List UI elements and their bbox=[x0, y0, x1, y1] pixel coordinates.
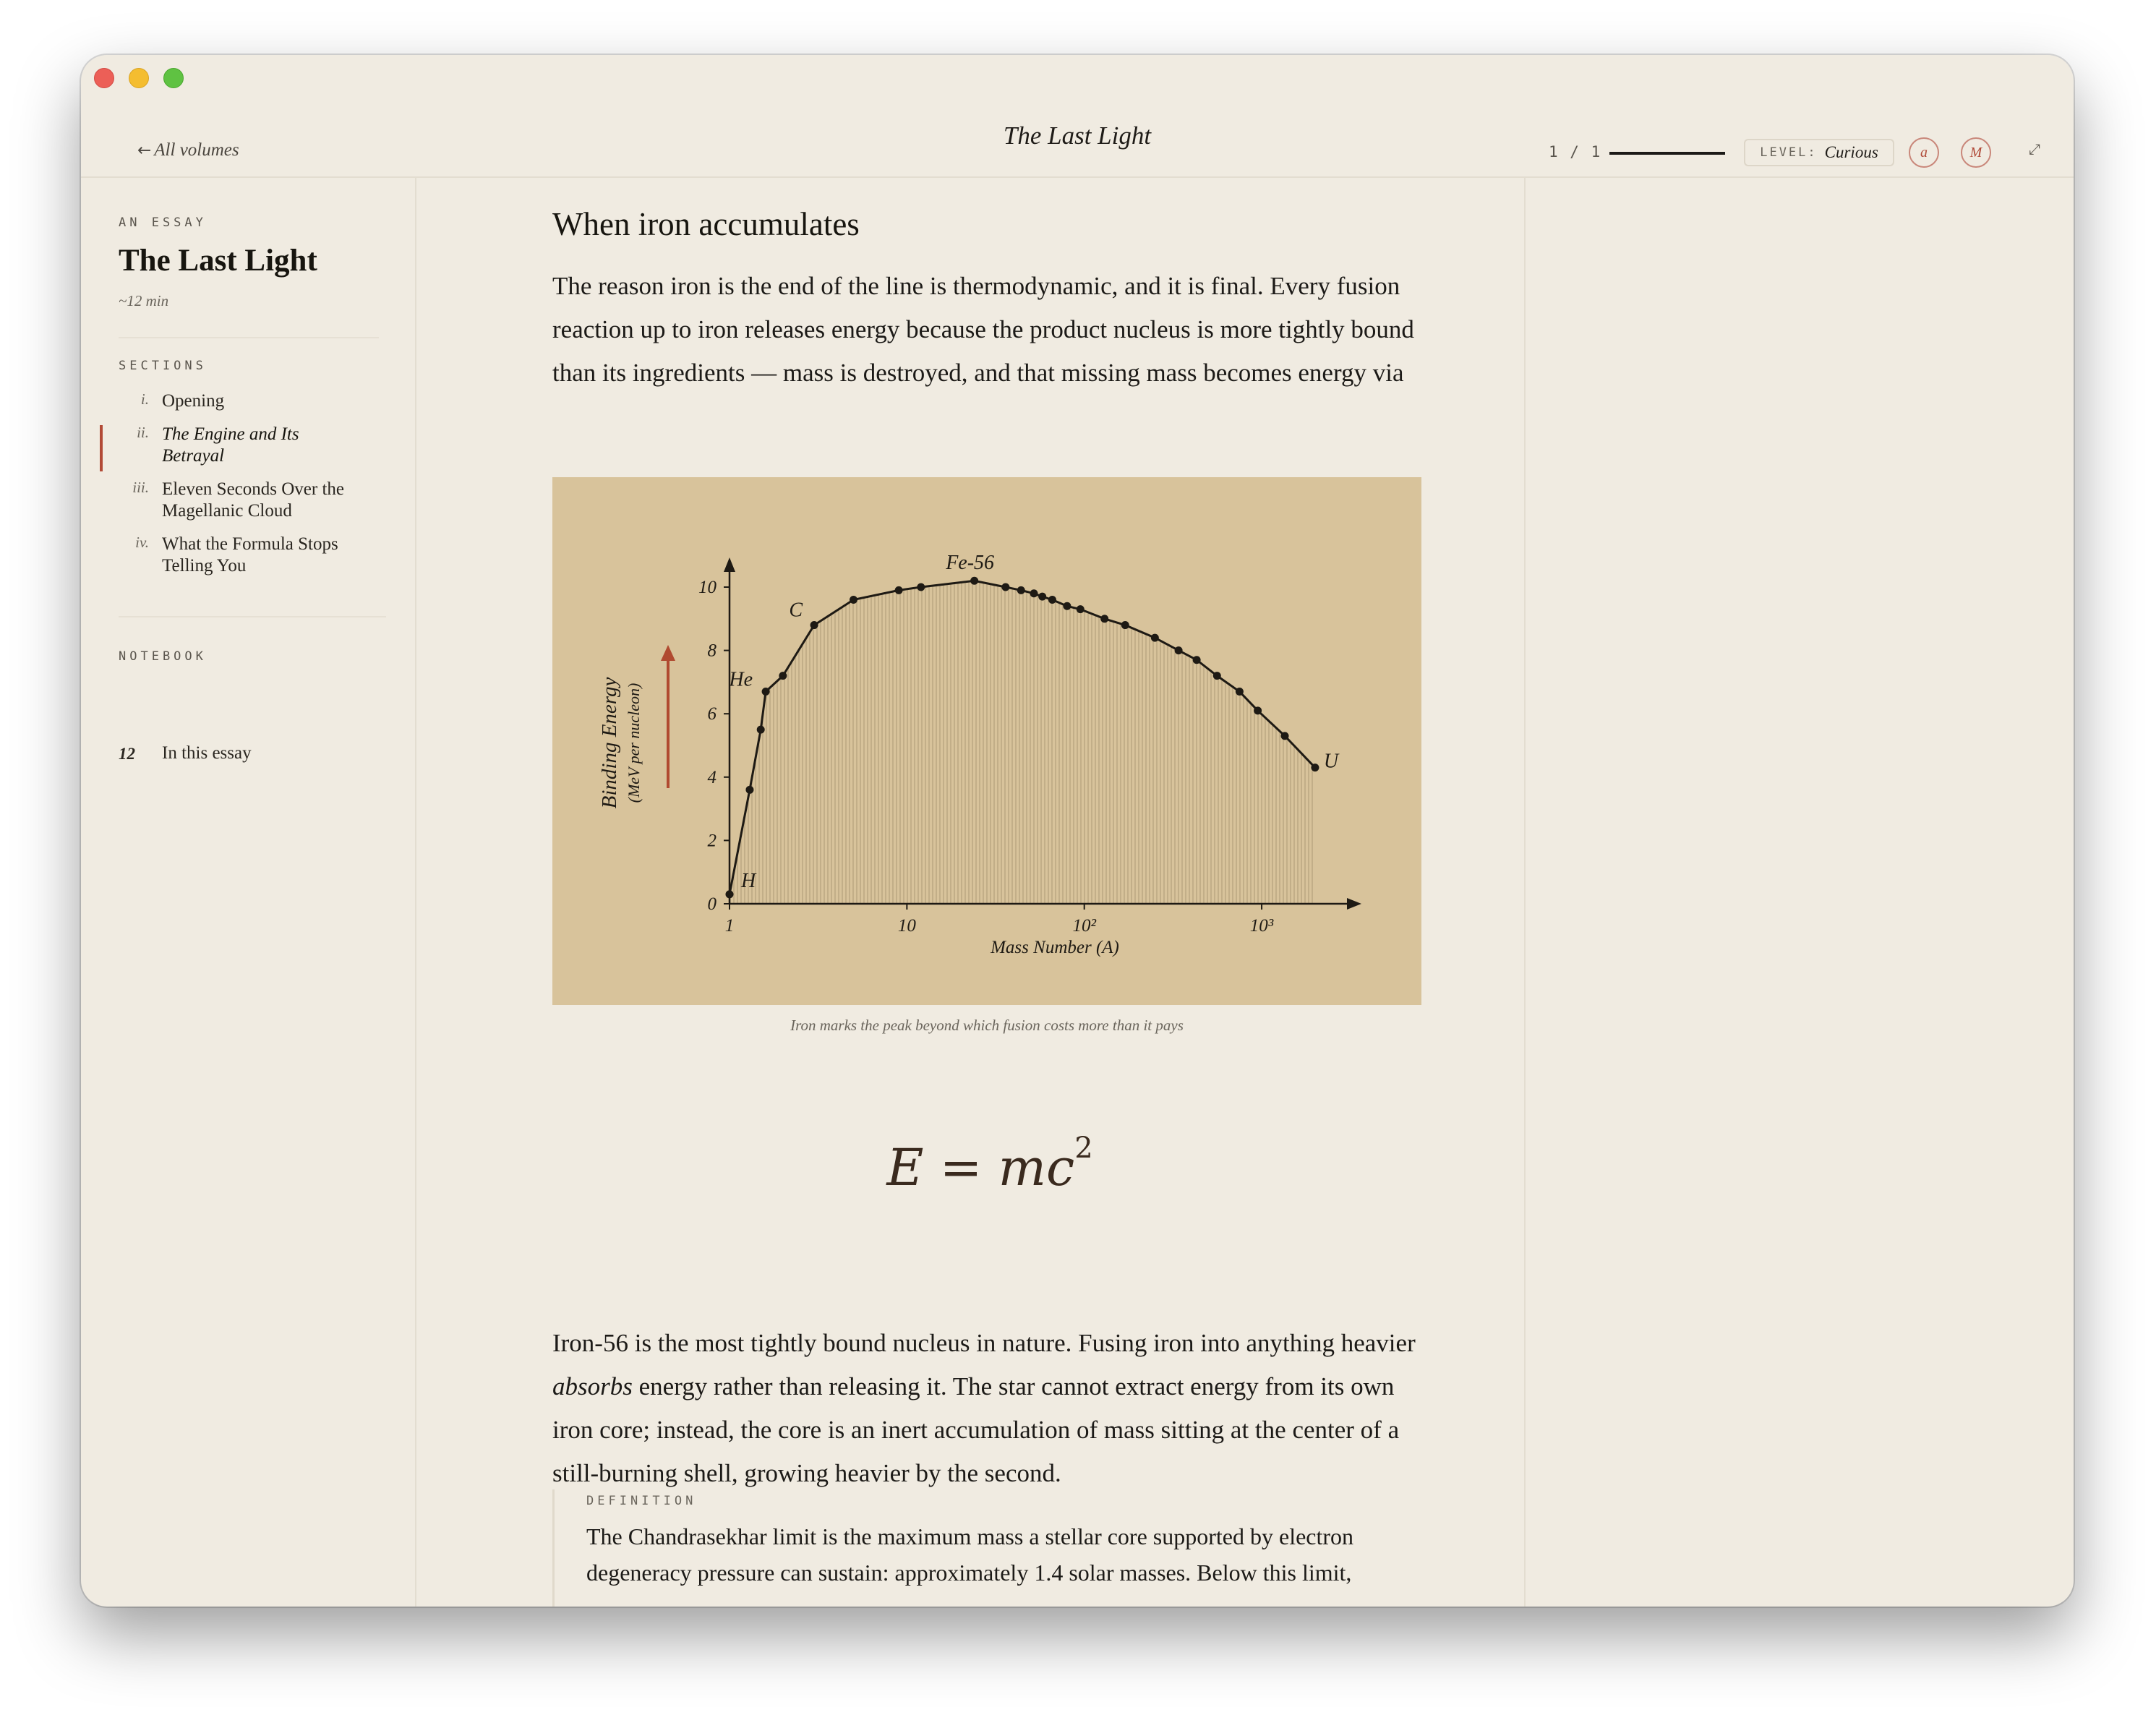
definition-kicker: DEFINITION bbox=[586, 1494, 697, 1508]
expand-icon[interactable]: ⤢ bbox=[2029, 140, 2040, 158]
data-point bbox=[1254, 706, 1262, 714]
y-axis-sublabel: (MeV per nucleon) bbox=[625, 683, 643, 803]
equation-exponent: 2 bbox=[1074, 1132, 1093, 1165]
data-point bbox=[1121, 621, 1129, 629]
page-title: The Last Light bbox=[1003, 121, 1152, 150]
data-point bbox=[895, 586, 903, 594]
data-point bbox=[1017, 586, 1025, 594]
data-point bbox=[1311, 764, 1319, 771]
data-point bbox=[850, 596, 857, 604]
data-point bbox=[1100, 615, 1108, 623]
data-point bbox=[1151, 634, 1159, 642]
paragraph-2-end: energy rather than releasing it. The star cannot extract energy from its own iron core; instead, the core is an inert accumulation of mass sitting at the center of a still-burning shell, growing heavier by the second. bbox=[552, 1372, 1400, 1487]
active-section-indicator bbox=[100, 425, 103, 471]
data-point bbox=[762, 688, 770, 696]
x-tick-label: 1 bbox=[724, 916, 735, 936]
element-label: He bbox=[729, 668, 753, 691]
binding-energy-figure bbox=[552, 477, 1421, 1005]
sidebar bbox=[81, 178, 416, 1607]
y-axis-label: Binding Energy bbox=[598, 677, 621, 809]
essay-title: The Last Light bbox=[119, 244, 317, 278]
toc-num: ii. bbox=[137, 424, 149, 441]
divider bbox=[119, 337, 379, 338]
y-tick-label: 10 bbox=[698, 578, 716, 597]
y-tick-label: 2 bbox=[707, 831, 716, 851]
paragraph-2-start: Iron-56 is the most tightly bound nucleus in nature. Fusing iron into anything heavier bbox=[552, 1329, 1416, 1357]
x-axis-arrow bbox=[1347, 898, 1361, 910]
level-value: Curious bbox=[1824, 143, 1878, 161]
x-axis-label: Mass Number (A) bbox=[991, 938, 1119, 957]
toc-label: What the Formula Stops Telling You bbox=[162, 534, 338, 576]
level-selector[interactable] bbox=[1744, 139, 1894, 166]
x-tick-label: 10² bbox=[1072, 916, 1096, 936]
definition-text: The Chandrasekhar limit is the maximum mass a stellar core supported by electron degeneracy pressure can sustain: approximately 1.4 solar masses. Below this limit, bbox=[586, 1523, 1354, 1586]
avatar-m-button[interactable]: M bbox=[1961, 137, 1991, 168]
data-point bbox=[1236, 688, 1244, 696]
essay-kicker: AN ESSAY bbox=[119, 215, 207, 230]
equation-equals: = bbox=[939, 1138, 983, 1197]
data-point bbox=[1077, 605, 1085, 613]
paragraph-1: The reason iron is the end of the line is thermodynamic, and it is final. Every fusion reaction up to iron releases energy because the product nucleus is more tightly bound than its ingredients — mass is destroyed, and that missing mass becomes energy via bbox=[552, 272, 1414, 387]
data-point bbox=[1063, 602, 1071, 610]
data-point bbox=[810, 621, 818, 629]
paragraph-2-emphasis: absorbs bbox=[552, 1372, 633, 1400]
margin-divider bbox=[1524, 178, 1526, 1607]
notebook-heading: NOTEBOOK bbox=[119, 649, 207, 664]
element-label: Fe-56 bbox=[946, 552, 995, 575]
data-point bbox=[1175, 646, 1183, 654]
element-label: C bbox=[789, 599, 803, 622]
data-point bbox=[1030, 589, 1038, 597]
equation-emc2 bbox=[552, 1132, 1427, 1197]
y-tick-label: 0 bbox=[707, 894, 716, 914]
toc-label: Opening bbox=[162, 391, 225, 411]
x-tick-label: 10 bbox=[897, 916, 916, 936]
data-point bbox=[970, 577, 978, 585]
read-time: ~12 min bbox=[119, 292, 169, 309]
data-point bbox=[757, 726, 765, 734]
figure-caption: Iron marks the peak beyond which fusion costs more than it pays bbox=[790, 1017, 1184, 1034]
top-bar bbox=[81, 55, 2074, 178]
y-tick-label: 8 bbox=[707, 641, 716, 661]
toc-num: i. bbox=[140, 390, 149, 408]
area-hatching bbox=[730, 581, 1315, 904]
avatar-a-button[interactable]: a bbox=[1909, 137, 1939, 168]
binding-energy-chart bbox=[552, 477, 1421, 1005]
app-window bbox=[81, 55, 2074, 1607]
data-point bbox=[745, 786, 753, 794]
data-point bbox=[726, 890, 734, 898]
data-point bbox=[1038, 593, 1046, 601]
definition-callout bbox=[552, 1489, 1429, 1607]
arrow-left-icon: ← bbox=[137, 141, 152, 160]
paragraph-2 bbox=[552, 1322, 1427, 1495]
element-label: U bbox=[1323, 750, 1339, 773]
data-point bbox=[1001, 583, 1009, 591]
data-point bbox=[1213, 672, 1221, 680]
increase-arrow-head bbox=[661, 645, 675, 661]
equation-rhs: mc bbox=[998, 1138, 1075, 1197]
reading-progress-fill bbox=[1609, 152, 1725, 155]
reading-progress-bar bbox=[1609, 152, 1725, 155]
data-point bbox=[779, 672, 787, 680]
y-axis-arrow bbox=[724, 557, 735, 572]
notebook-link[interactable]: In this essay bbox=[162, 743, 252, 763]
notebook-count: 12 bbox=[119, 745, 135, 763]
page-indicator: 1 / 1 bbox=[1549, 143, 1602, 161]
x-tick-label: 10³ bbox=[1249, 916, 1274, 936]
divider bbox=[119, 616, 386, 617]
data-point bbox=[1193, 656, 1201, 664]
sections-heading: SECTIONS bbox=[119, 359, 207, 373]
data-point bbox=[1281, 732, 1289, 740]
element-label: H bbox=[741, 869, 756, 892]
toc-num: iv. bbox=[135, 534, 149, 551]
y-tick-label: 4 bbox=[707, 767, 716, 787]
back-label: All volumes bbox=[154, 140, 239, 160]
y-tick-label: 6 bbox=[707, 704, 716, 724]
level-key: LEVEL: bbox=[1760, 145, 1818, 160]
data-point bbox=[1048, 596, 1056, 604]
section-heading: When iron accumulates bbox=[552, 206, 860, 242]
toc-label: Eleven Seconds Over the Magellanic Cloud bbox=[162, 479, 345, 521]
toc-num: iii. bbox=[132, 479, 149, 496]
toc-label: The Engine and Its Betrayal bbox=[162, 424, 299, 466]
data-point bbox=[917, 583, 925, 591]
equation-lhs: E bbox=[886, 1138, 924, 1197]
